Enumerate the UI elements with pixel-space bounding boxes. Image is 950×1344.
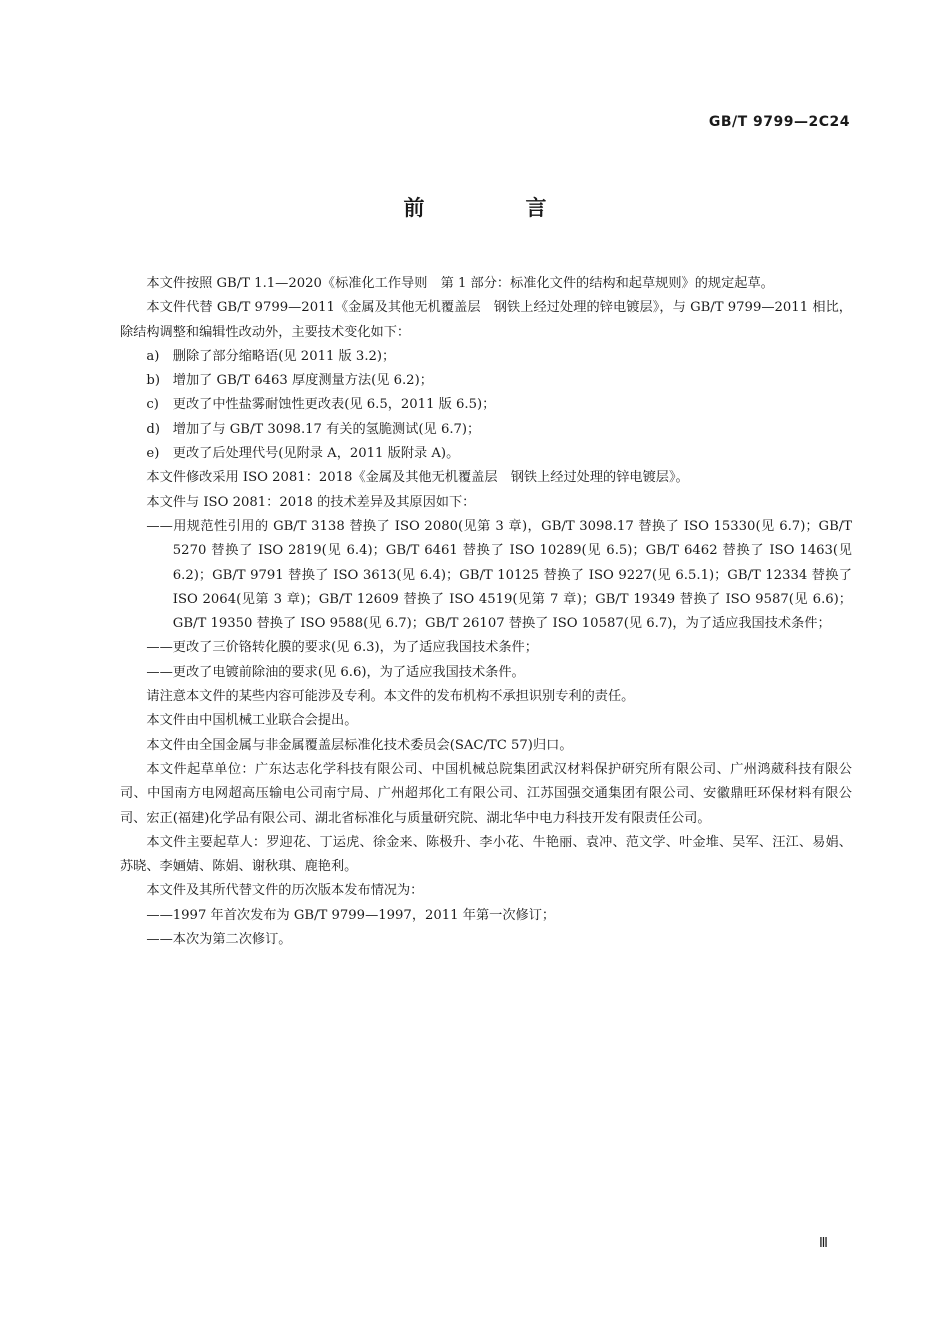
paragraph-replacement: 本文件代替 GB/T 9799—2011《金属及其他无机覆盖层 钢铁上经过处理的锌电镀层》，与 GB/T 9799—2011 相比，除结构调整和编辑性改动外，主要技术变化如下： [120, 300, 852, 340]
list-item-text: 更改了中性盐雾耐蚀性更改表(见 6.5，2011 版 6.5)； [172, 397, 496, 413]
dash-item: ——更改了三价铬转化膜的要求(见 6.3)，为了适应我国技术条件； [146, 640, 538, 656]
paragraph-drafting-units: 本文件起草单位：广东达志化学科技有限公司、中国机械总院集团武汉材料保护研究所有限公司、广州鸿葳科技有限公司、中国南方电网超高压输电公司南宁局、广州超邦化工有限公司、江苏国强交通集团有限公司、安徽鼎旺环保材料有限公司、宏正(福建)化学品有限公司、湖北省标准化与质量研究院、湖北华中电力科技开发有限责任公司。 [120, 761, 852, 826]
list-item [120, 345, 852, 369]
list-item [120, 393, 852, 417]
page-number: Ⅲ [819, 1236, 828, 1251]
list-item-label: c) [146, 397, 159, 413]
list-item-label: d) [146, 421, 160, 437]
list-item-label: e) [146, 446, 160, 462]
paragraph-proposer: 本文件由中国机械工业联合会提出。 [146, 713, 358, 729]
list-item-text: 删除了部分缩略语(见 2011 版 3.2)； [172, 348, 396, 364]
paragraph-adoption: 本文件修改采用 ISO 2081：2018《金属及其他无机覆盖层 钢铁上经过处理的锌电镀层》。 [146, 470, 689, 486]
page-title: 前 言 [403, 196, 587, 220]
list-item [120, 442, 852, 466]
paragraph-committee: 本文件由全国金属与非金属覆盖层标准化技术委员会(SAC/TC 57)归口。 [146, 737, 573, 753]
list-item-label: b) [146, 373, 160, 389]
dash-item: ——用规范性引用的 GB/T 3138 替换了 ISO 2080(见第 3 章)，GB/T 3098.17 替换了 ISO 15330(见 6.7)；GB/T 5270 替换了 ISO 2819(见 6.4)；GB/T 6461 替换了 ISO 10289(见 6.5)；GB/T 6462 替换了 ISO 1463(见 6.2)；GB/T 9791 替换了 ISO 3613(见 6.4)；GB/T 10125 替换了 ISO 9227(见 6.5.1)；GB/T 12334 替换了 ISO 2064(见第 3 章)；GB/T 12609 替换了 ISO 4519(见第 7 章)；GB/T 19349 替换了 ISO 9587(见 6.6)；GB/T 19350 替换了 ISO 9588(见 6.7)；GB/T 26107 替换了 ISO 10587(见 6.7)，为了适应我国技术条件； [146, 518, 852, 632]
dash-item: ——本次为第二次修订。 [146, 932, 292, 948]
list-item [120, 418, 852, 442]
foreword-body [120, 272, 852, 952]
list-item-text: 增加了与 GB/T 3098.17 有关的氢脆测试(见 6.7)； [172, 421, 481, 437]
dash-item: ——1997 年首次发布为 GB/T 9799—1997，2011 年第一次修订； [146, 907, 556, 923]
paragraph-drafting-rules: 本文件按照 GB/T 1.1—2020《标准化工作导则 第 1 部分：标准化文件的结构和起草规则》的规定起草。 [146, 276, 774, 291]
paragraph-drafters: 本文件主要起草人：罗迎花、丁运虎、徐金来、陈极升、李小花、牛艳丽、袁冲、范文学、叶金堆、吴军、汪江、易娟、苏晓、李婳婧、陈娟、谢秋琪、鹿艳利。 [120, 834, 852, 875]
list-item-text: 更改了后处理代号(见附录 A，2011 版附录 A)。 [172, 446, 460, 462]
list-item-text: 增加了 GB/T 6463 厚度测量方法(见 6.2)； [172, 373, 433, 389]
standard-code: GB/T 9799—2C24 [708, 114, 850, 130]
list-item [120, 369, 852, 393]
paragraph-history-intro: 本文件及其所代替文件的历次版本发布情况为： [146, 883, 424, 899]
paragraph-differences-intro: 本文件与 ISO 2081：2018 的技术差异及其原因如下： [146, 494, 476, 510]
dash-item: ——更改了电镀前除油的要求(见 6.6)，为了适应我国技术条件。 [146, 664, 525, 680]
list-item-label: a) [146, 348, 160, 364]
paragraph-patent-notice: 请注意本文件的某些内容可能涉及专利。本文件的发布机构不承担识别专利的责任。 [146, 689, 635, 705]
